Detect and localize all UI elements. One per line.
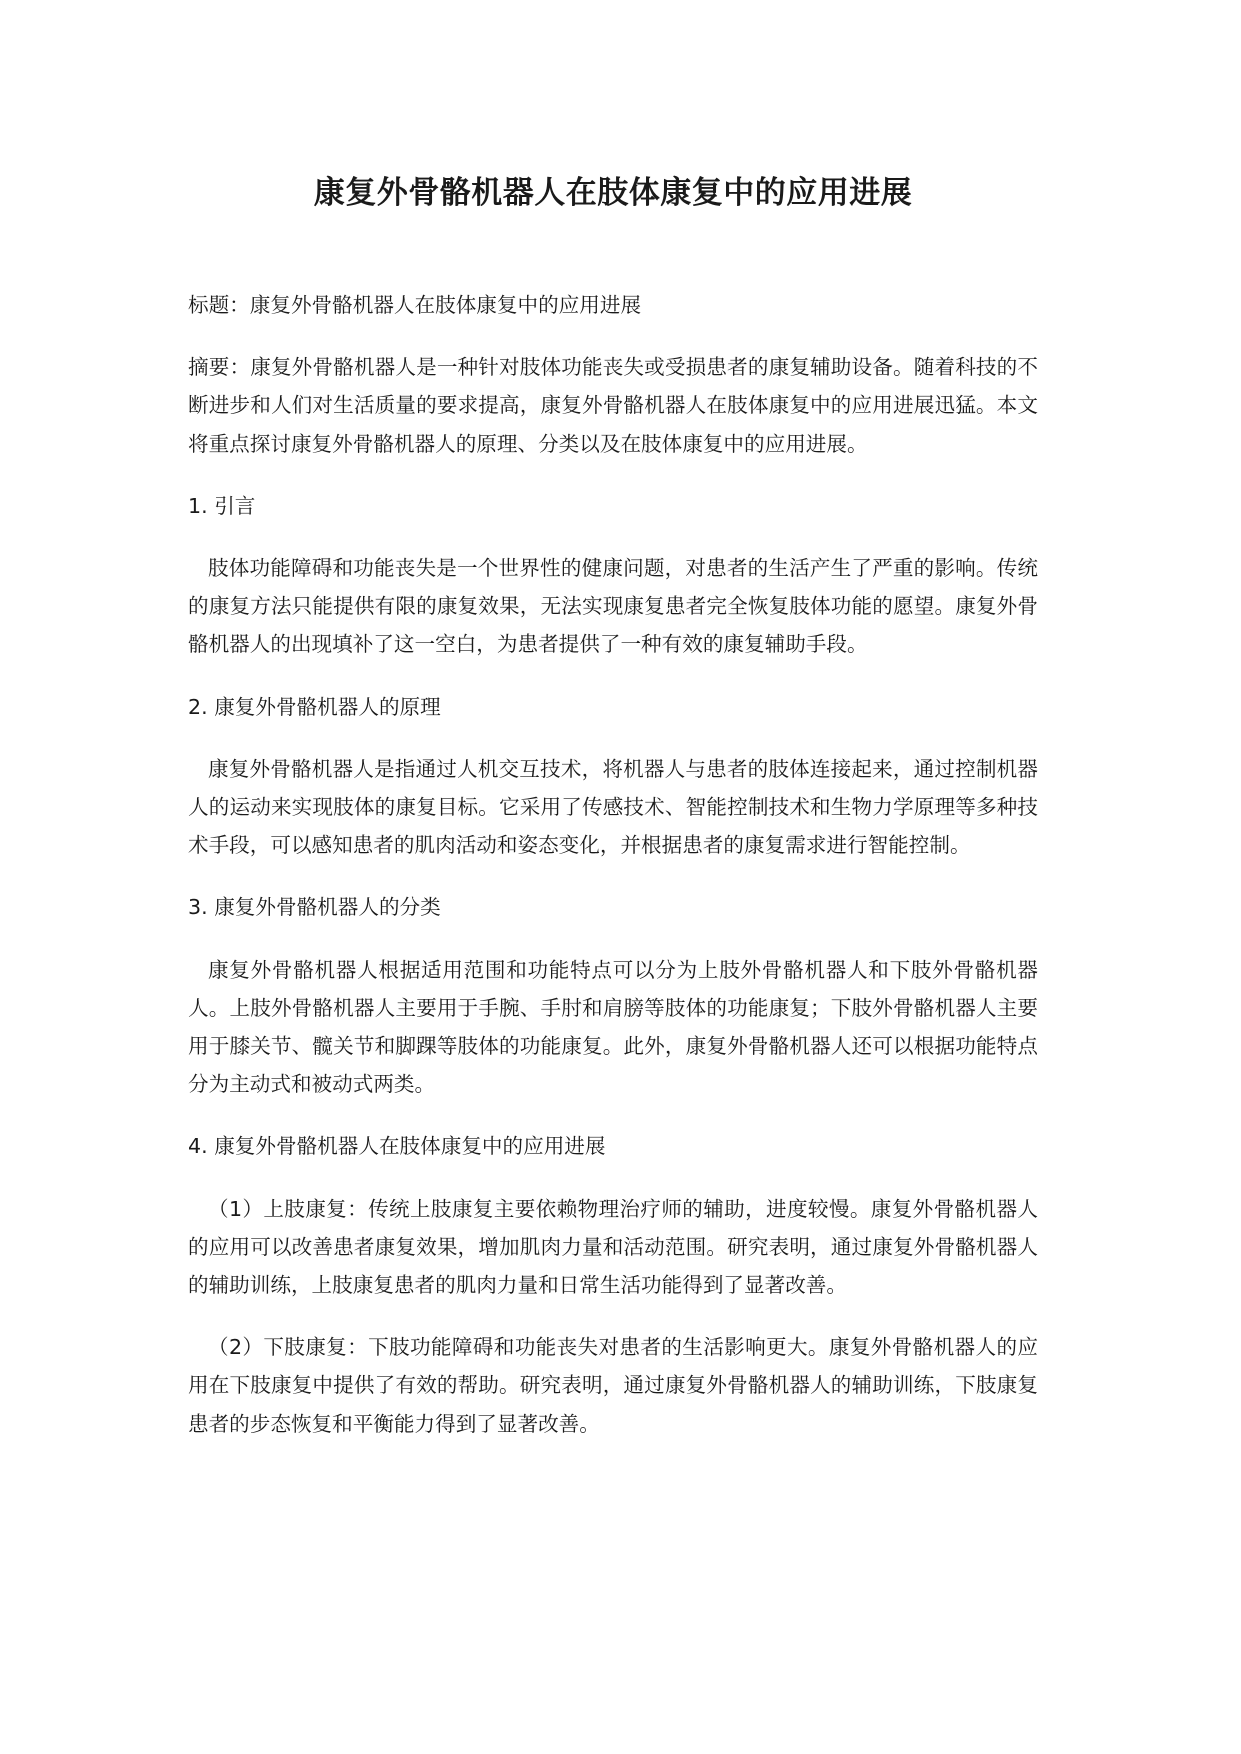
body-paragraph: 康复外骨骼机器人是指通过人机交互技术，将机器人与患者的肢体连接起来，通过控制机器人的运动来实现肢体的康复目标。它采用了传感技术、智能控制技术和生物力学原理等多种技术手段，可以感知患者的肌肉活动和姿态变化，并根据患者的康复需求进行智能控制。 (188, 756, 1038, 858)
abstract-paragraph: 摘要：康复外骨骼机器人是一种针对肢体功能丧失或受损患者的康复辅助设备。随着科技的不断进步和人们对生活质量的要求提高，康复外骨骼机器人在肢体康复中的应用进展迅猛。本文将重点探讨康复外骨骼机器人的原理、分类以及在肢体康复中的应用进展。 (188, 355, 1038, 456)
body-paragraph-upper-limb: （1）上肢康复：传统上肢康复主要依赖物理治疗师的辅助，进度较慢。康复外骨骼机器人的应用可以改善患者康复效果，增加肌肉力量和活动范围。研究表明，通过康复外骨骼机器人的辅助训练，上肢康复患者的肌肉力量和日常生活功能得到了显著改善。 (188, 1196, 1038, 1298)
section-heading-application: 4. 康复外骨骼机器人在肢体康复中的应用进展 (188, 1134, 606, 1159)
document-title: 康复外骨骼机器人在肢体康复中的应用进展 (313, 175, 913, 211)
subtitle-line: 标题：康复外骨骼机器人在肢体康复中的应用进展 (188, 293, 642, 317)
body-paragraph: 康复外骨骼机器人根据适用范围和功能特点可以分为上肢外骨骼机器人和下肢外骨骼机器人。上肢外骨骼机器人主要用于手腕、手肘和肩膀等肢体的功能康复；下肢外骨骼机器人主要用于膝关节、髋关节和脚踝等肢体的功能康复。此外，康复外骨骼机器人还可以根据功能特点分为主动式和被动式两类。 (188, 957, 1038, 1097)
body-paragraph: 肢体功能障碍和功能丧失是一个世界性的健康问题，对患者的生活产生了严重的影响。传统的康复方法只能提供有限的康复效果，无法实现康复患者完全恢复肢体功能的愿望。康复外骨骼机器人的出现填补了这一空白，为患者提供了一种有效的康复辅助手段。 (188, 556, 1038, 657)
section-heading-principle: 2. 康复外骨骼机器人的原理 (188, 694, 441, 719)
section-heading-introduction: 1. 引言 (188, 493, 256, 518)
body-paragraph-lower-limb: （2）下肢康复：下肢功能障碍和功能丧失对患者的生活影响更大。康复外骨骼机器人的应用在下肢康复中提供了有效的帮助。研究表明，通过康复外骨骼机器人的辅助训练，下肢康复患者的步态恢复和平衡能力得到了显著改善。 (188, 1335, 1038, 1436)
document-body (188, 168, 1038, 1467)
section-heading-classification: 3. 康复外骨骼机器人的分类 (188, 895, 441, 920)
